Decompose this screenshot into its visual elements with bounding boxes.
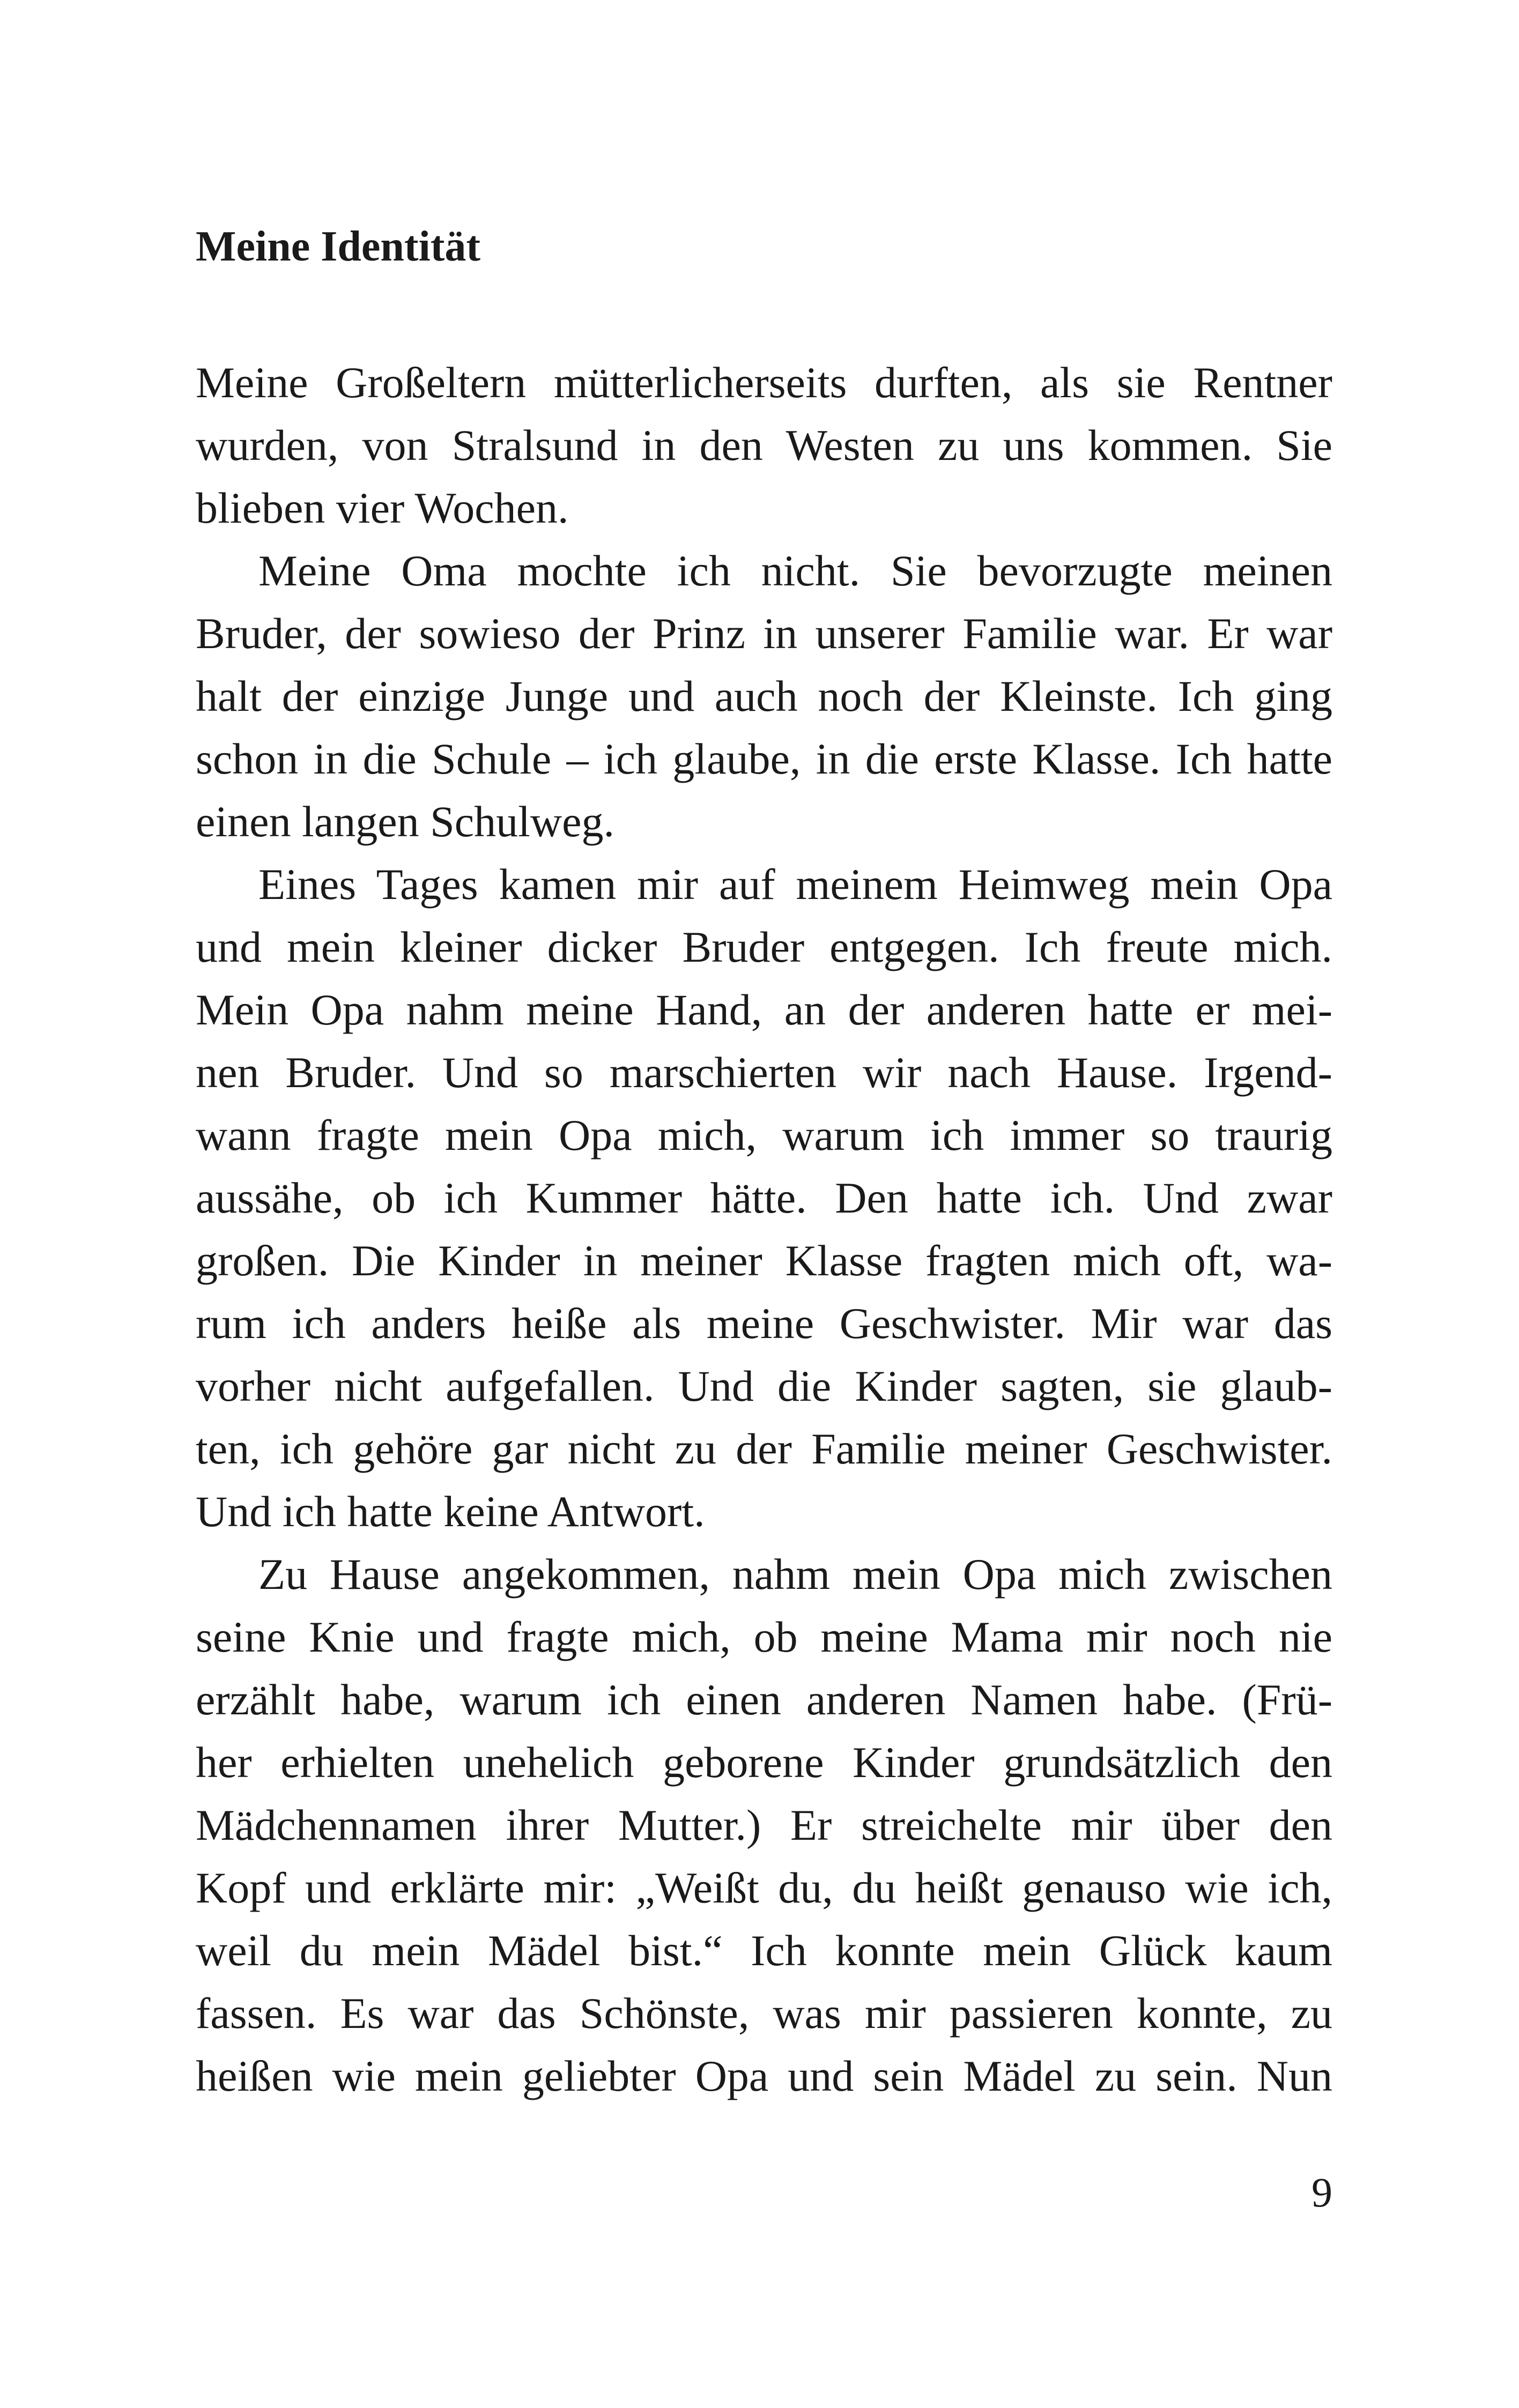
text-line: nen Bruder. Und so marschierten wir nach Hause. Irgend-: [196, 1048, 1332, 1097]
text-line: erzählt habe, warum ich einen anderen Namen habe. (Frü-: [196, 1675, 1332, 1724]
text-line: Kopf und erklärte mir: „Weißt du, du heißt genauso wie ich,: [196, 1863, 1332, 1912]
text-line: Eines Tages kamen mir auf meinem Heimweg mein Opa: [258, 860, 1332, 909]
text-line: Und ich hatte keine Antwort.: [196, 1487, 705, 1536]
text-line: vorher nicht aufgefallen. Und die Kinder sagten, sie glaub-: [196, 1362, 1332, 1410]
text-line: halt der einzige Junge und auch noch der Kleinste. Ich ging: [196, 672, 1332, 720]
text-line: Zu Hause angekommen, nahm mein Opa mich zwischen: [258, 1550, 1332, 1599]
text-line: großen. Die Kinder in meiner Klasse fragten mich oft, wa-: [196, 1236, 1332, 1285]
text-line: her erhielten unehelich geborene Kinder grundsätzlich den: [196, 1738, 1332, 1787]
text-line: Bruder, der sowieso der Prinz in unserer Familie war. Er war: [196, 609, 1332, 658]
text-line: Meine Oma mochte ich nicht. Sie bevorzugte meinen: [258, 546, 1332, 595]
text-line: wurden, von Stralsund in den Westen zu uns kommen. Sie: [196, 421, 1332, 470]
text-line: schon in die Schule – ich glaube, in die erste Klasse. Ich hatte: [196, 734, 1332, 783]
text-line: ten, ich gehöre gar nicht zu der Familie meiner Geschwister.: [196, 1424, 1332, 1473]
text-line: fassen. Es war das Schönste, was mir passieren konnte, zu: [196, 1989, 1332, 2038]
text-line: seine Knie und fragte mich, ob meine Mama mir noch nie: [196, 1612, 1332, 1661]
text-line: und mein kleiner dicker Bruder entgegen. Ich freute mich.: [196, 923, 1332, 971]
text-line: heißen wie mein geliebter Opa und sein Mädel zu sein. Nun: [196, 2052, 1332, 2100]
text-line: rum ich anders heiße als meine Geschwister. Mir war das: [196, 1299, 1332, 1348]
page-number: 9: [1311, 2169, 1332, 2216]
text-line: Meine Großeltern mütterlicherseits durften, als sie Rentner: [196, 358, 1332, 407]
text-line: weil du mein Mädel bist.“ Ich konnte mein Glück kaum: [196, 1926, 1332, 1975]
text-line: wann fragte mein Opa mich, warum ich immer so traurig: [196, 1111, 1332, 1160]
chapter-title: Meine Identität: [196, 223, 481, 270]
text-line: aussähe, ob ich Kummer hätte. Den hatte ich. Und zwar: [196, 1173, 1332, 1222]
text-line: Mädchennamen ihrer Mutter.) Er streichelte mir über den: [196, 1801, 1332, 1849]
body-text: [196, 351, 1332, 2107]
text-line: einen langen Schulweg.: [196, 797, 615, 846]
text-line: Mein Opa nahm meine Hand, an der anderen hatte er mei-: [196, 985, 1332, 1034]
text-line: blieben vier Wochen.: [196, 484, 569, 532]
